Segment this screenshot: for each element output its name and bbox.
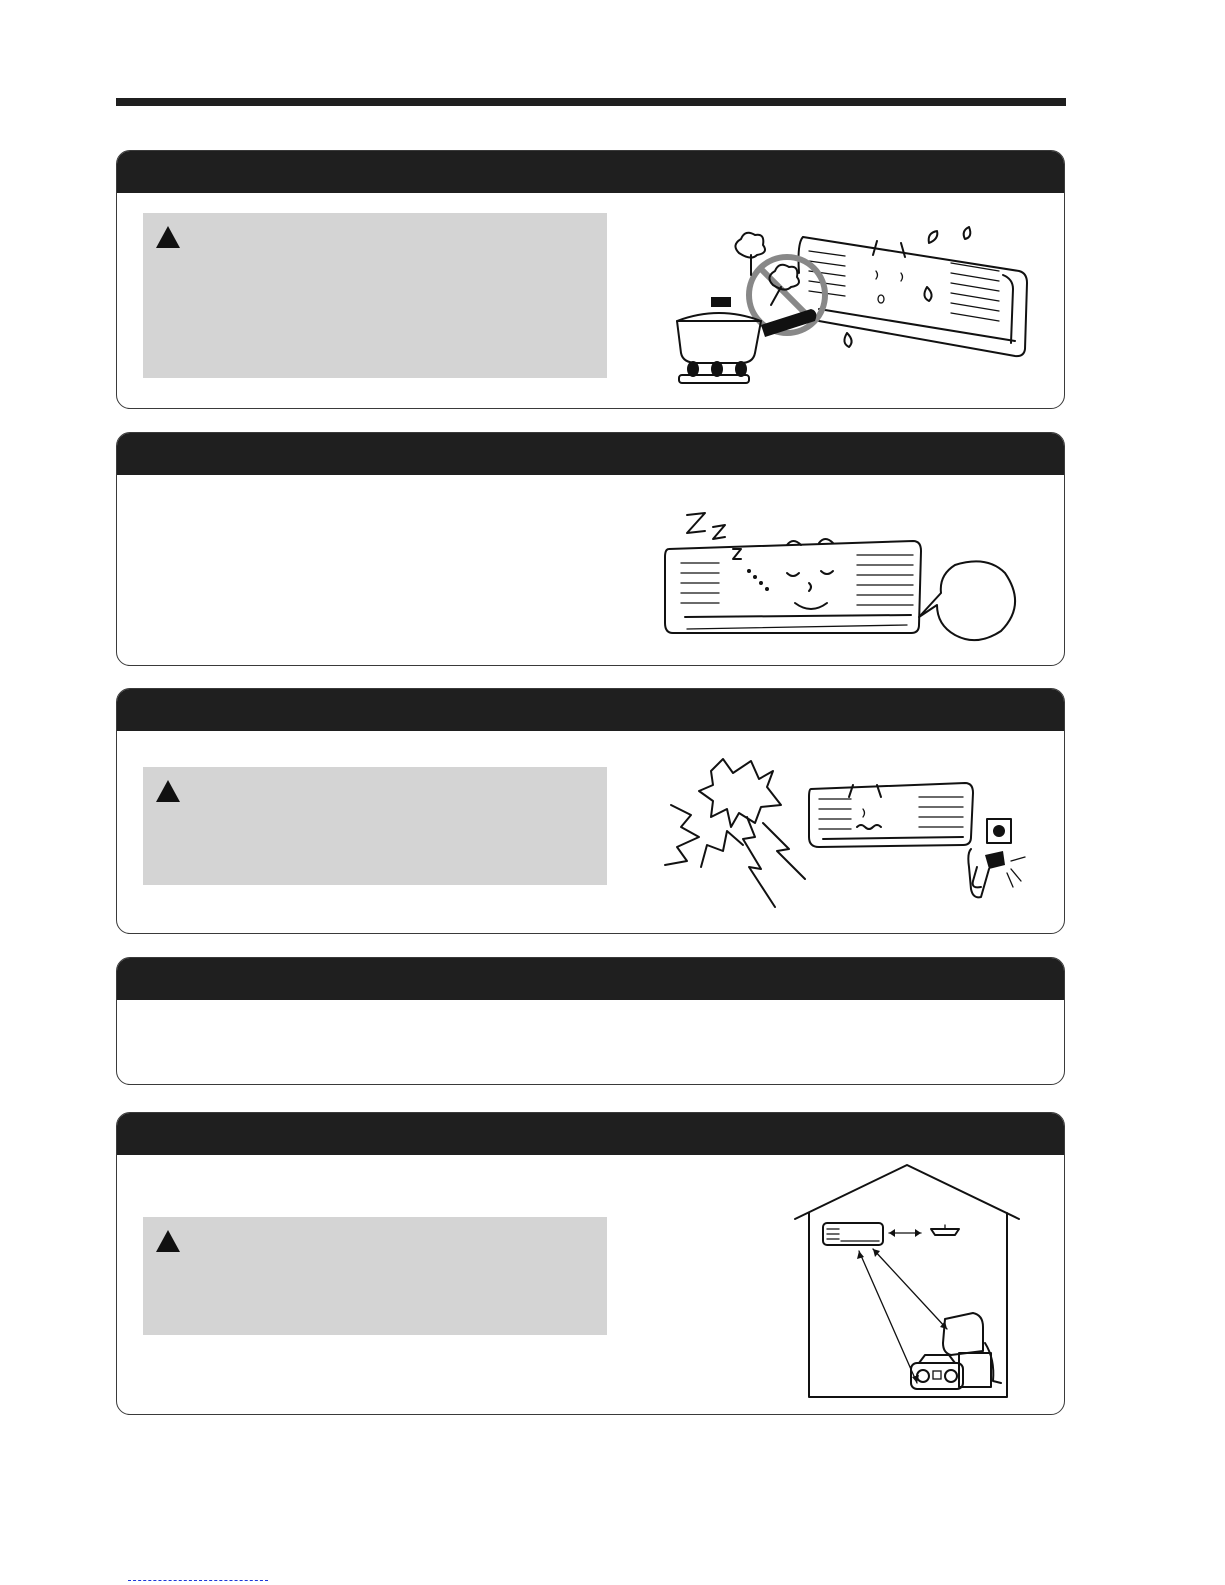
section-header (117, 958, 1064, 1000)
section-header (117, 1113, 1064, 1155)
section-interference (116, 1112, 1065, 1415)
steam-from-pot-illustration (669, 213, 1039, 385)
section-header (117, 433, 1064, 475)
warning-triangle-icon (155, 779, 181, 803)
section-cooking-steam (116, 150, 1065, 409)
caution-box (143, 767, 607, 885)
section-lightning (116, 688, 1065, 934)
interference-house-illustration (789, 1163, 1029, 1403)
caution-box (143, 1217, 607, 1335)
caution-box (143, 213, 607, 378)
top-rule (116, 98, 1066, 106)
section-header (117, 151, 1064, 193)
warning-triangle-icon (155, 1229, 181, 1253)
sleeping-unit-illustration (657, 505, 1027, 655)
footer-rule (128, 1580, 268, 1581)
section-note (116, 957, 1065, 1085)
warning-triangle-icon (155, 225, 181, 249)
section-header (117, 689, 1064, 731)
lightning-unplug-illustration (651, 757, 1031, 917)
section-quiet-operation (116, 432, 1065, 666)
